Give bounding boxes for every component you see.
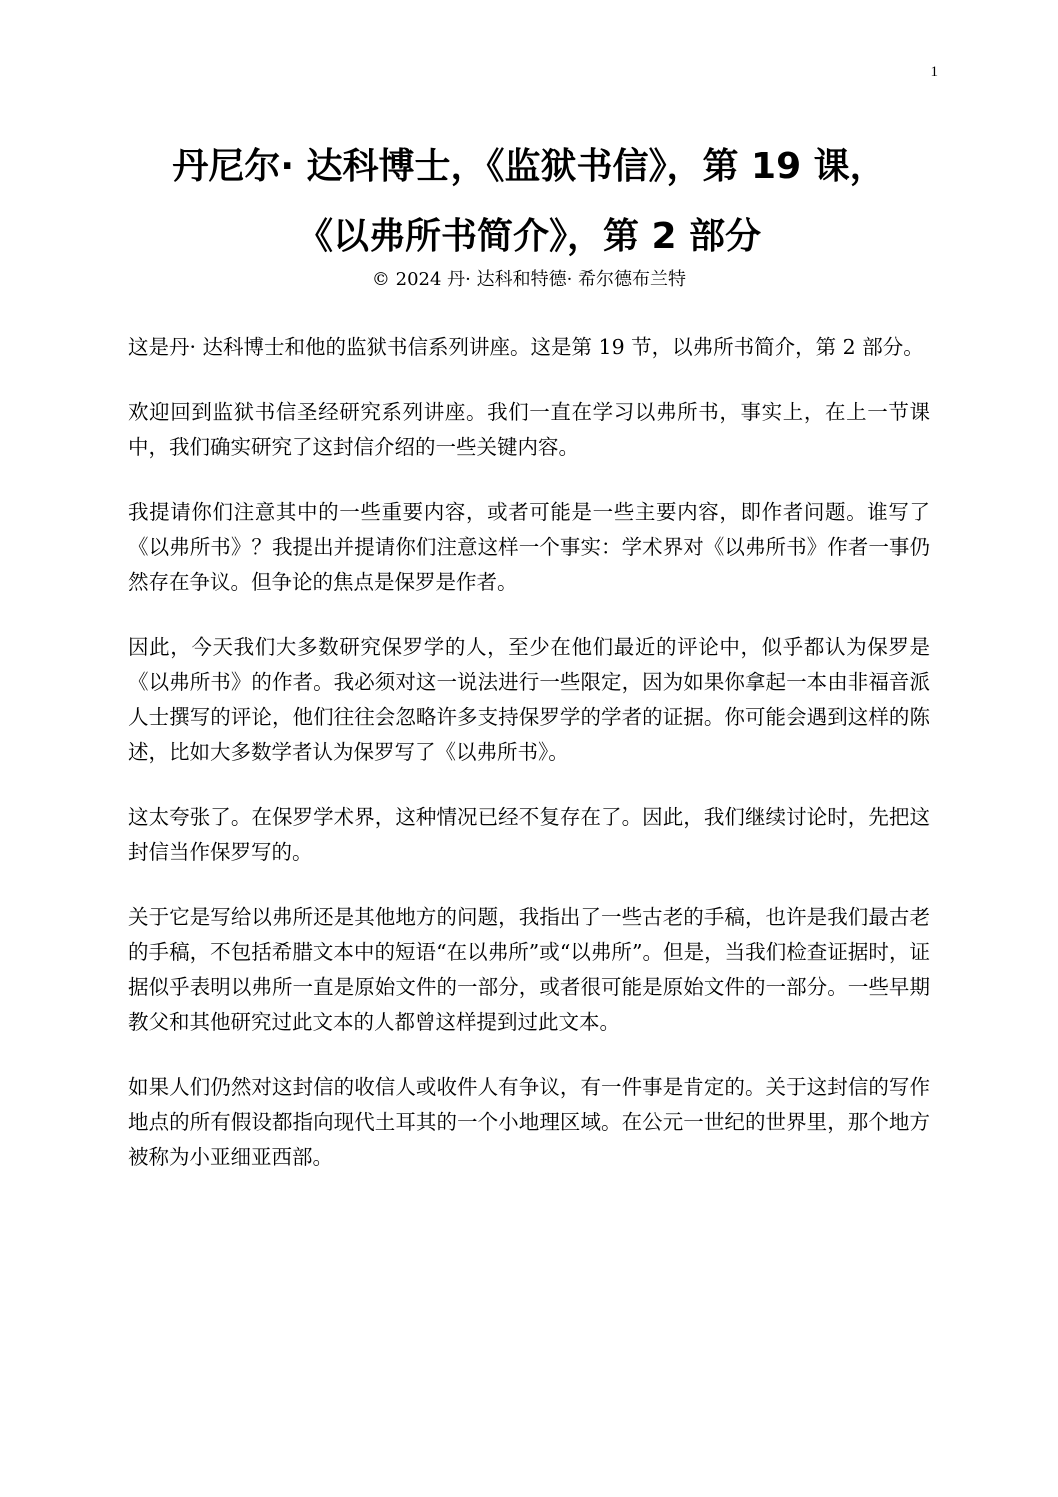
paragraph: 我提请你们注意其中的一些重要内容，或者可能是一些主要内容，即作者问题。谁写了《以弗所书》？我提出并提请你们注意这样一个事实：学术界对《以弗所书》作者一事仍然存在争议。但争论的焦点是保罗是作者。 <box>128 500 930 594</box>
paragraph: 因此，今天我们大多数研究保罗学的人，至少在他们最近的评论中，似乎都认为保罗是《以弗所书》的作者。我必须对这一说法进行一些限定，因为如果你拿起一本由非福音派人士撰写的评论，他们往往会忽略许多支持保罗学的学者的证据。你可能会遇到这样的陈述，比如大多数学者认为保罗写了《以弗所书》。 <box>128 635 930 764</box>
paragraph: 关于它是写给以弗所还是其他地方的问题，我指出了一些古老的手稿，也许是我们最古老的手稿，不包括希腊文本中的短语“在以弗所”或“以弗所”。但是，当我们检查证据时，证据似乎表明以弗所一直是原始文件的一部分，或者很可能是原始文件的一部分。一些早期教父和其他研究过此文本的人都曾这样提到过此文本。 <box>128 905 930 1034</box>
title-line-1: 丹尼尔· 达科博士，《监狱书信》，第 19 课， <box>172 146 886 187</box>
page-number: 1 <box>930 64 938 80</box>
document-body <box>128 330 930 1205</box>
paragraph: 欢迎回到监狱书信圣经研究系列讲座。我们一直在学习以弗所书，事实上，在上一节课中，我们确实研究了这封信介绍的一些关键内容。 <box>128 400 930 459</box>
title-line-2: 《以弗所书简介》，第 2 部分 <box>296 216 762 257</box>
copyright-notice: © 2024 丹· 达科和特德· 希尔德布兰特 <box>371 269 687 290</box>
paragraph: 这太夸张了。在保罗学术界，这种情况已经不复存在了。因此，我们继续讨论时，先把这封信当作保罗写的。 <box>128 805 930 864</box>
paragraph: 如果人们仍然对这封信的收信人或收件人有争议，有一件事是肯定的。关于这封信的写作地点的所有假设都指向现代土耳其的一个小地理区域。在公元一世纪的世界里，那个地方被称为小亚细亚西部。 <box>128 1075 930 1169</box>
paragraph: 这是丹· 达科博士和他的监狱书信系列讲座。这是第 19 节，以弗所书简介，第 2 部分。 <box>128 335 924 359</box>
document-title <box>60 132 998 272</box>
